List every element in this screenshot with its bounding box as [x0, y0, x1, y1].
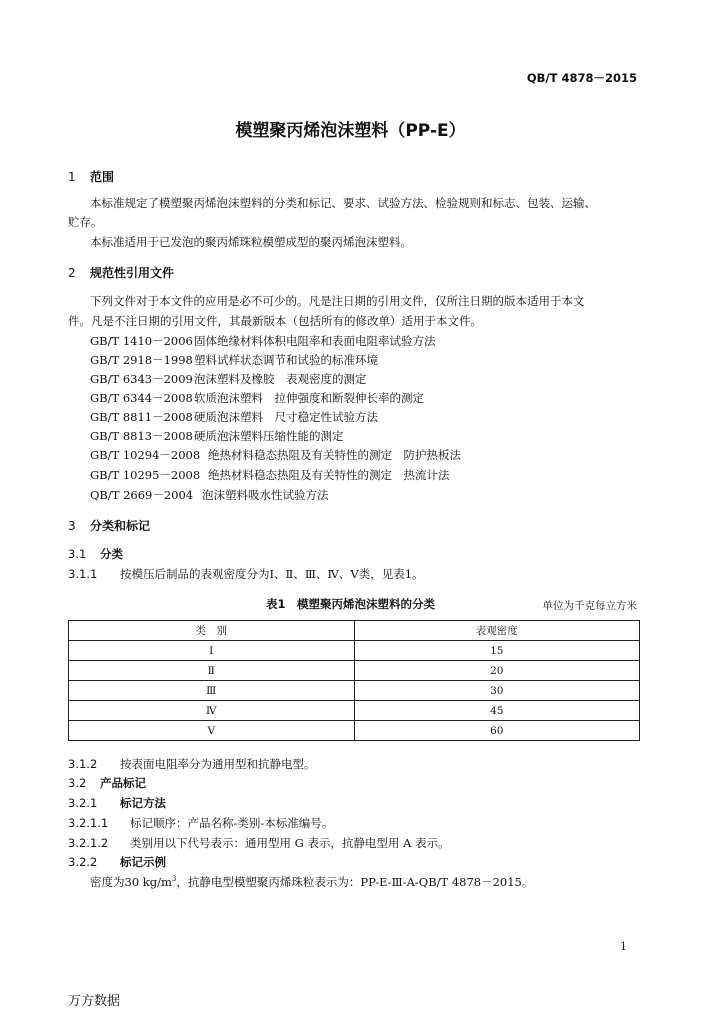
reference-title: 硬质泡沫塑料 尺寸稳定性试验方法 [194, 410, 378, 424]
clause-number: 3.1.1 [68, 567, 98, 581]
paragraph: 本标准规定了模塑聚丙烯泡沫塑料的分类和标记、要求、试验方法、检验规则和标志、包装、运输、 [90, 196, 596, 210]
reference-title: 绝热材料稳态热阻及有关特性的测定 热流计法 [208, 468, 450, 482]
clause-number: 3.2.1.2 [68, 836, 109, 850]
clause-number: 3.2.1.1 [68, 816, 109, 830]
example-superscript: 3 [171, 875, 177, 884]
table-cell: Ⅳ [69, 701, 355, 721]
section-title: 分类和标记 [90, 519, 151, 533]
subsection-3-1-heading [68, 546, 123, 562]
table-cell: Ⅴ [69, 721, 355, 741]
reference-code: GB/T 1410－2006 [90, 334, 193, 348]
table-row [69, 641, 640, 661]
subsection-3-2-heading [68, 775, 146, 791]
clause-3-2-1-heading [68, 795, 166, 811]
clause-text: 标记顺序：产品名称-类别-本标准编号。 [130, 816, 334, 830]
paragraph: 本标准适用于已发泡的聚丙烯珠粒模塑成型的聚丙烯泡沫塑料。 [90, 235, 412, 249]
reference-item [90, 467, 450, 483]
subsection-title: 产品标记 [100, 776, 146, 790]
section-number: 1 [68, 170, 76, 184]
table-cell: Ⅲ [69, 681, 355, 701]
table-cell: 20 [354, 661, 640, 681]
table-row [69, 661, 640, 681]
clause-number: 3.2.1 [68, 796, 98, 810]
reference-item [90, 428, 344, 444]
reference-code: GB/T 6344－2008 [90, 391, 193, 405]
reference-item [90, 409, 378, 425]
clause-3-2-1-1 [68, 815, 333, 831]
clause-number: 3.1.2 [68, 757, 98, 771]
section-2-heading [68, 264, 174, 281]
clause-title: 标记示例 [120, 855, 166, 869]
clause-text: 按模压后制品的表观密度分为Ⅰ、Ⅱ、Ⅲ、Ⅳ、Ⅴ类，见表1。 [120, 567, 424, 581]
paragraph: 贮存。 [68, 215, 103, 229]
subsection-number: 3.1 [68, 547, 87, 561]
subsection-title: 分类 [100, 547, 123, 561]
reference-code: GB/T 8811－2008 [90, 410, 193, 424]
table-caption: 表1 模塑聚丙烯泡沫塑料的分类 [266, 597, 435, 611]
classification-table [68, 620, 640, 741]
reference-title: 塑料试样状态调节和试验的标准环境 [194, 353, 378, 367]
reference-title: 软质泡沫塑料 拉伸强度和断裂伸长率的测定 [194, 391, 424, 405]
subsection-number: 3.2 [68, 776, 87, 790]
table-row [69, 721, 640, 741]
reference-item [90, 390, 424, 406]
section-number: 3 [68, 519, 76, 533]
reference-code: GB/T 8813－2008 [90, 429, 193, 443]
clause-text: 类别用以下代号表示：通用型用 G 表示，抗静电型用 A 表示。 [130, 836, 450, 850]
reference-item [90, 333, 436, 349]
reference-code: GB/T 6343－2009 [90, 372, 193, 386]
table-cell: 60 [354, 721, 640, 741]
reference-code: QB/T 2669－2004 [90, 488, 194, 502]
table-row [69, 681, 640, 701]
reference-title: 泡沫塑料及橡胶 表观密度的测定 [194, 372, 367, 386]
page-title: 模塑聚丙烯泡沫塑料（PP-E） [235, 121, 466, 141]
clause-3-1-2 [68, 756, 316, 772]
table-header-row [69, 621, 640, 641]
clause-text: 按表面电阻率分为通用型和抗静电型。 [120, 757, 316, 771]
paragraph: 件。凡是不注日期的引用文件，其最新版本（包括所有的修改单）适用于本文件。 [68, 314, 482, 328]
clause-3-1-1 [68, 566, 424, 582]
clause-3-2-2-heading [68, 854, 166, 870]
table-unit: 单位为千克每立方米 [542, 600, 637, 612]
section-number: 2 [68, 266, 76, 280]
paragraph: 下列文件对于本文件的应用是必不可少的。凡是注日期的引用文件，仅所注日期的版本适用于本文 [90, 294, 585, 308]
reference-title: 绝热材料稳态热阻及有关特性的测定 防护热板法 [208, 448, 461, 462]
table-cell: 45 [354, 701, 640, 721]
reference-item [90, 487, 329, 503]
table-cell: 30 [354, 681, 640, 701]
section-1-heading [68, 168, 114, 185]
example-text [90, 874, 533, 890]
clause-title: 标记方法 [120, 796, 166, 810]
table-header-cell: 类 别 [69, 621, 355, 641]
table-cell: 15 [354, 641, 640, 661]
reference-code: GB/T 10294－2008 [90, 448, 201, 462]
table-header-cell: 表观密度 [354, 621, 640, 641]
reference-title: 泡沫塑料吸水性试验方法 [202, 488, 329, 502]
reference-item [90, 371, 367, 387]
standard-code: QB/T 4878－2015 [526, 71, 637, 85]
example-post: ，抗静电型模塑聚丙烯珠粒表示为：PP-E-Ⅲ-A-QB/T 4878－2015。 [176, 875, 534, 889]
section-title: 范围 [90, 170, 115, 184]
watermark-text: 万方数据 [68, 994, 121, 1009]
reference-code: GB/T 2918－1998 [90, 353, 193, 367]
reference-item [90, 352, 378, 368]
reference-item [90, 447, 461, 463]
section-title: 规范性引用文件 [90, 266, 175, 280]
table-cell: Ⅱ [69, 661, 355, 681]
clause-number: 3.2.2 [68, 855, 98, 869]
reference-title: 固体绝缘材料体积电阻率和表面电阻率试验方法 [194, 334, 436, 348]
reference-title: 硬质泡沫塑料压缩性能的测定 [194, 429, 344, 443]
table-row [69, 701, 640, 721]
section-3-heading [68, 517, 150, 534]
reference-code: GB/T 10295－2008 [90, 468, 201, 482]
clause-3-2-1-2 [68, 835, 450, 851]
page-number: 1 [620, 940, 627, 953]
example-pre: 密度为30 kg/m [90, 875, 172, 889]
table-cell: Ⅰ [69, 641, 355, 661]
